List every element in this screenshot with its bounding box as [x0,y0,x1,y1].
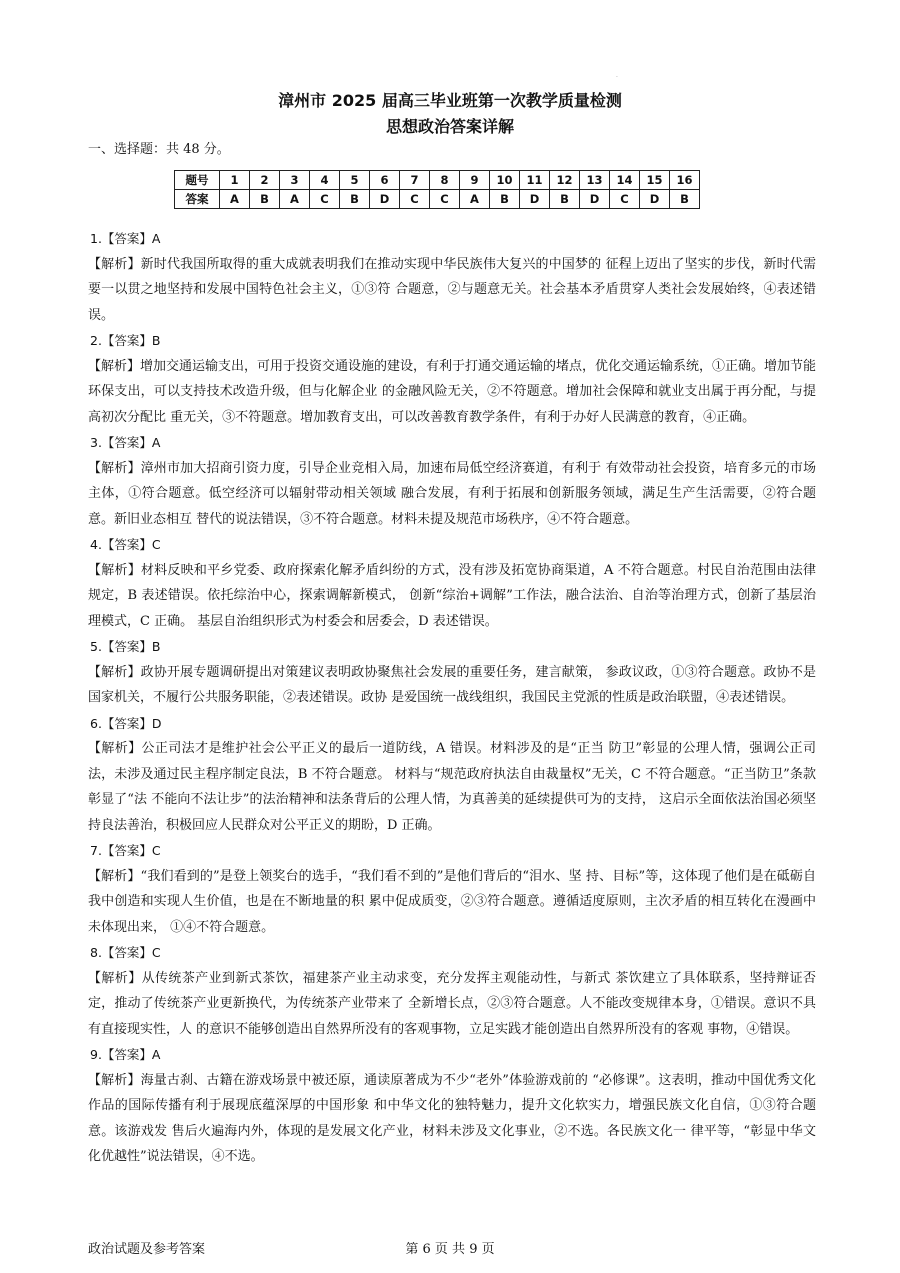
answer-table-number-row [175,171,700,190]
question-block [88,940,816,1042]
question-block [88,1042,816,1170]
answer-cell: D [640,190,670,209]
answer-cell: B [490,190,520,209]
question-block [88,226,816,328]
question-number-cell: 9 [460,171,490,190]
question-answer: 1.【答案】A [90,231,161,246]
footer-page-number: 第 6 页 共 9 页 [405,1242,495,1257]
question-number-cell: 16 [670,171,700,190]
question-analysis: 【解析】海量古刹、古籍在游戏场景中被还原，通读原著成为不少“老外”体验游戏前的 “必修课”。这表明，推动中国优秀文化作品的国际传播有利于展现底蕴深厚的中国形象 和中华文化的独特魅力，提升文化软实力，增强民族文化自信，①③符合题意。该游戏发 售后火遍海内外，体现的是发展文化产业，材料未涉及文化事业，②不选。各民族文化一 律平等，“彰显中华文化优越性”说法错误，④不选。 [88,1072,816,1164]
question-number-cell: 7 [400,171,430,190]
answer-cell: B [250,190,280,209]
question-number-cell: 10 [490,171,520,190]
question-number-cell: 2 [250,171,280,190]
question-number-cell: 1 [220,171,250,190]
answer-table-row-label: 题号 [175,171,220,190]
question-number-cell: 12 [550,171,580,190]
answer-cell: C [430,190,460,209]
answer-cell: D [580,190,610,209]
question-number-cell: 13 [580,171,610,190]
question-block [88,532,816,634]
question-analysis: 【解析】漳州市加大招商引资力度，引导企业竞相入局，加速布局低空经济赛道，有利于 有效带动社会投资，培育多元的市场主体，①符合题意。低空经济可以辐射带动相关领域 融合发展，有利于拓展和创新服务领域，满足生产生活需要，②符合题意。新旧业态相互 替代的说法错误，③不符合题意。材料未提及规范市场秩序，④不符合题意。 [88,460,816,527]
answer-cell: C [400,190,430,209]
question-number-cell: 5 [340,171,370,190]
question-analysis: 【解析】增加交通运输支出，可用于投资交通设施的建设，有利于打通交通运输的堵点，优化交通运输系统，①正确。增加节能环保支出，可以支持技术改造升级，但与化解企业 的金融风险无关，②不符题意。增加社会保障和就业支出属于再分配，与提高初次分配比 重无关，③不符题意。增加教育支出，可以改善教育教学条件，有利于办好人民满意的教育，④正确。 [88,358,817,425]
question-analysis: 【解析】材料反映和平乡党委、政府探索化解矛盾纠纷的方式，没有涉及拓宽协商渠道，A 不符合题意。村民自治范围由法律规定，B 表述错误。依托综治中心，探索调解新模式， 创新“综治+调解”工作法，融合法治、自治等治理方式，创新了基层治理模式，C 正确。 基层自治组织形式为村委会和居委会，D 表述错误。 [88,562,816,629]
question-answer: 7.【答案】C [90,843,161,858]
answer-explanations [88,226,816,1170]
question-block [88,711,816,839]
question-number-cell: 11 [520,171,550,190]
document-title: 漳州市 2025 届高三毕业班第一次教学质量检测 [278,91,622,110]
question-number-cell: 8 [430,171,460,190]
answer-cell: D [520,190,550,209]
question-analysis: 【解析】公正司法才是维护社会公平正义的最后一道防线，A 错误。材料涉及的是“正当 防卫”彰显的公理人情，强调公正司法，未涉及通过民主程序制定良法，B 不符合题意。 材料与“规范政府执法自由裁量权”无关，C 不符合题意。“正当防卫”条款彰显了“法 不能向不法让步”的法治精神和法条背后的公理人情，为真善美的延续提供可为的支持， 这启示全面依法治国必须坚持良法善治，积极回应人民群众对公平正义的期盼，D 正确。 [88,741,816,833]
question-analysis: 【解析】新时代我国所取得的重大成就表明我们在推动实现中华民族伟大复兴的中国梦的 征程上迈出了坚实的步伐，新时代需要一以贯之地坚持和发展中国特色社会主义，①③符 合题意，②与题意无关。社会基本矛盾贯穿人类社会发展始终，④表述错误。 [88,256,816,323]
question-analysis: 【解析】从传统茶产业到新式茶饮，福建茶产业主动求变，充分发挥主观能动性，与新式 茶饮建立了具体联系，坚持辩证否定，推动了传统茶产业更新换代，为传统茶产业带来了 全新增长点，②③符合题意。人不能改变规律本身，①错误。意识不具有直接现实性，人 的意识不能够创造出自然界所没有的客观事物，立足实践才能创造出自然界所没有的客观 事物，④错误。 [88,970,816,1037]
answer-cell: C [610,190,640,209]
section-heading: 一、选择题：共 48 分。 [88,142,230,157]
answer-table-row-label: 答案 [175,190,220,209]
question-answer: 3.【答案】A [90,435,161,450]
question-number-cell: 15 [640,171,670,190]
question-number-cell: 14 [610,171,640,190]
answer-cell: B [550,190,580,209]
question-block [88,838,816,940]
question-answer: 2.【答案】B [90,333,161,348]
answer-cell: C [310,190,340,209]
answer-table-answer-row [175,190,700,209]
question-answer: 6.【答案】D [90,715,162,731]
question-block [88,328,816,430]
answer-cell: A [280,190,310,209]
question-answer: 4.【答案】C [90,537,161,552]
question-block [88,634,816,711]
question-number-cell: 4 [310,171,340,190]
question-number-cell: 3 [280,171,310,190]
document-subtitle: 思想政治答案详解 [385,117,514,136]
question-answer: 5.【答案】B [90,639,161,654]
question-answer: 9.【答案】A [90,1047,161,1062]
question-block [88,430,816,532]
answer-cell: B [340,190,370,209]
question-analysis: 【解析】“我们看到的”是登上领奖台的选手，“我们看不到的”是他们背后的“泪水、坚 持、目标”等，这体现了他们是在砥砺自我中创造和实现人生价值，也是在不断地量的积 累中促成质变，②③符合题意。遵循适度原则，主次矛盾的相互转化在漫画中未体现出来， ①④不符合题意。 [88,868,816,935]
answer-cell: A [220,190,250,209]
answer-cell: D [370,190,400,209]
answer-cell: B [670,190,700,209]
answer-cell: A [460,190,490,209]
footer-document-name: 政治试题及参考答案 [88,1242,206,1257]
question-number-cell: 6 [370,171,400,190]
question-answer: 8.【答案】C [90,945,161,960]
question-analysis: 【解析】政协开展专题调研提出对策建议表明政协聚焦社会发展的重要任务，建言献策， 参政议政，①③符合题意。政协不是国家机关，不履行公共服务职能，②表述错误。政协 是爱国统一战线组织，我国民主党派的性质是政治联盟，④表述错误。 [88,664,816,705]
scan-mark: · [616,74,618,81]
answer-table [174,170,700,209]
